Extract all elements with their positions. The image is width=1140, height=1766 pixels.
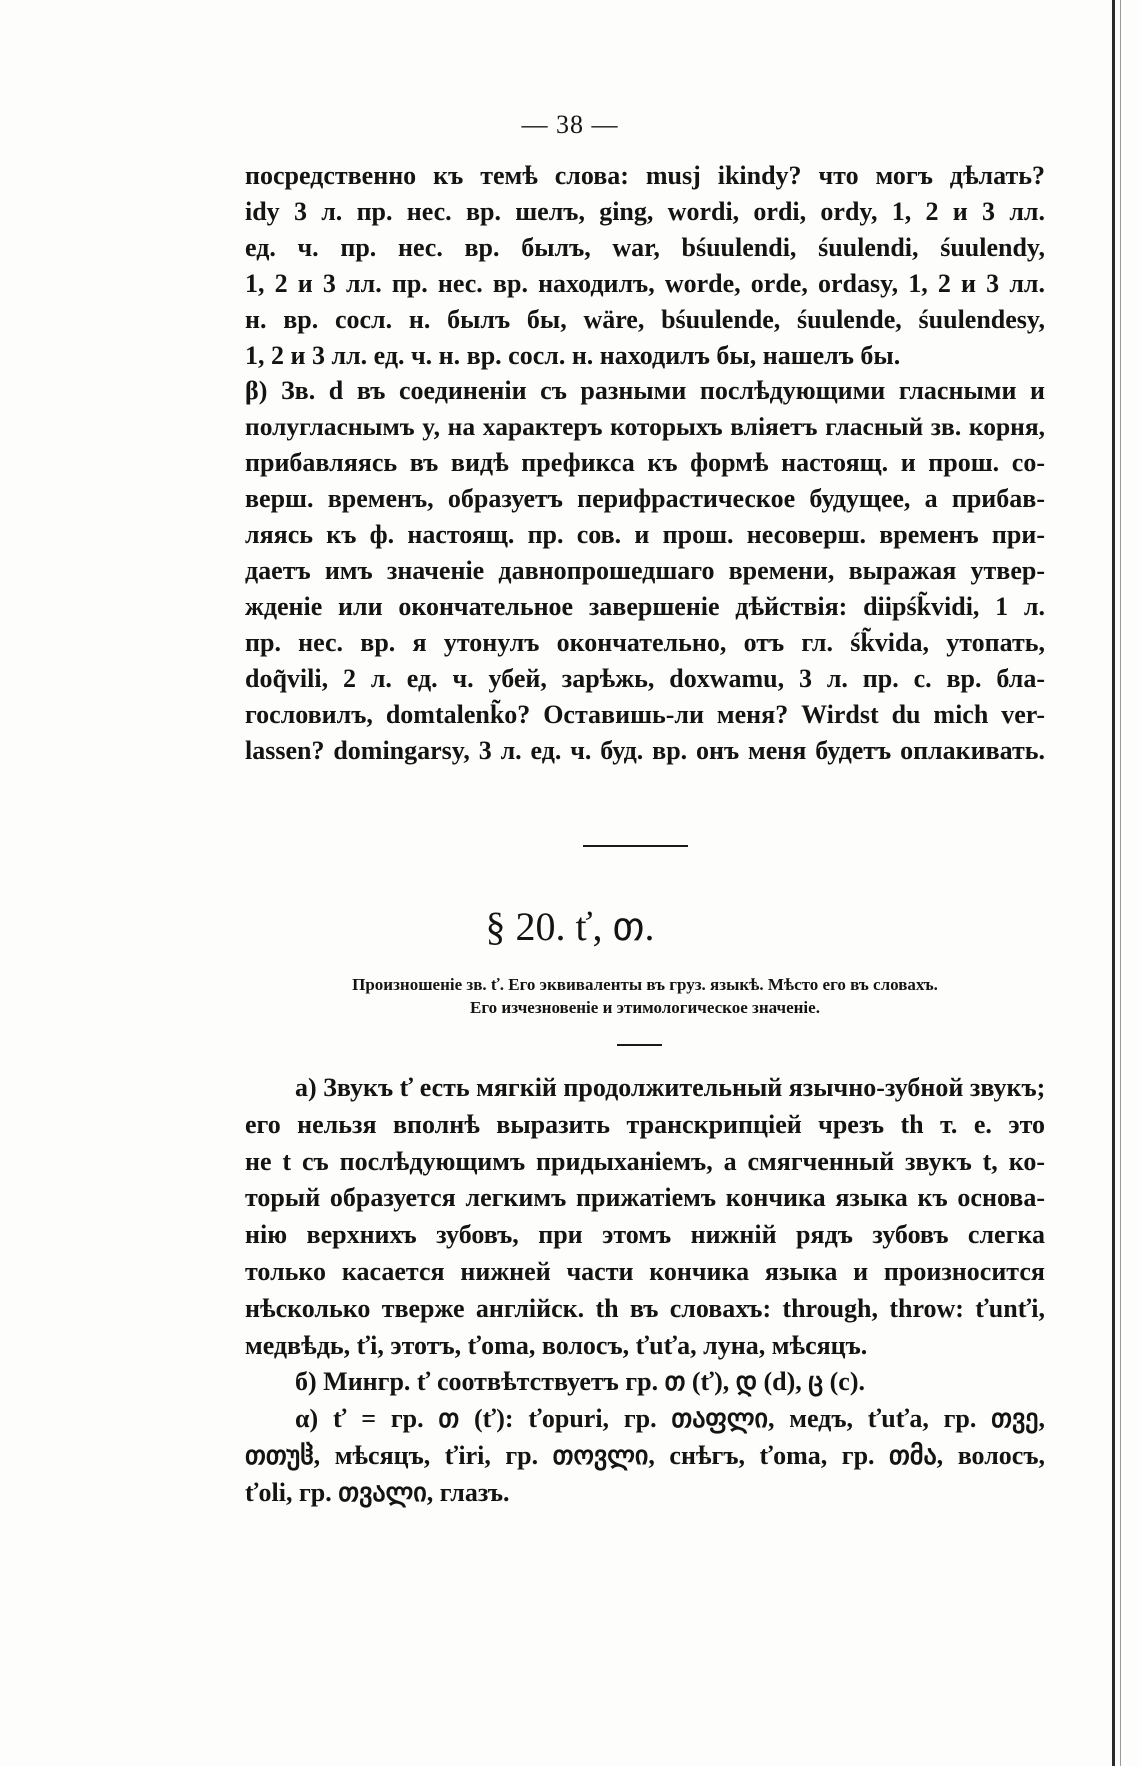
text-line: нѣсколько тверже англійск. th въ словахъ: through, throw: ťunťi, <box>245 1293 1045 1323</box>
text-line: не t съ послѣдующимъ придыханіемъ, а смягченный звукъ t, ко- <box>245 1146 1045 1176</box>
text-line: гословилъ, domtalenk̃o? Оставишь-ли меня? Wirdst du mich ver- <box>245 699 1045 729</box>
text-line: 1, 2 и 3 лл. ед. ч. н. вр. сосл. н. находилъ бы, нашелъ бы. <box>245 340 901 370</box>
text-line: даетъ имъ значеніе давнопрошедшаго времени, выражая утвер- <box>245 555 1045 585</box>
section-heading: § 20. ť, თ. <box>485 904 655 949</box>
text-line: пр. нес. вр. я утонулъ окончательно, отъ гл. śk̃vida, утопать, <box>245 627 1045 657</box>
short-separator-rule <box>617 1044 662 1046</box>
separator-rule <box>583 845 688 847</box>
text-line: а) Звукъ ť есть мягкій продолжительный язычно-зубной звукъ; <box>295 1073 1046 1102</box>
text-line: нію верхнихъ зубовъ, при этомъ нижній рядъ зубовъ слегка <box>245 1220 1045 1250</box>
text-line: ед. ч. пр. нес. вр. былъ, war, bśuulendi, śuulendi, śuulendy, <box>245 232 1045 262</box>
bottom-text-block <box>245 1070 1045 1512</box>
text-line: н. вр. сосл. н. былъ бы, wäre, bśuulende, śuulende, śuulendesy, <box>245 304 1045 334</box>
text-line: полугласнымъ y, на характеръ которыхъ вліяетъ гласный зв. корня, <box>245 412 1045 442</box>
text-line: idy 3 л. пр. нес. вр. шелъ, ging, wordi, ordi, ordy, 1, 2 и 3 лл. <box>245 196 1045 226</box>
text-line: α) ť = гр. თ (ť): ťopuri, гр. თაფლი, медъ, ťuťa, гр. თვე, <box>295 1404 1045 1434</box>
summary-line: Произношеніе зв. ť. Его эквиваленты въ груз. языкѣ. Мѣсто его въ словахъ. <box>352 975 938 994</box>
text-line: прибавляясь въ видѣ префикса къ формѣ настоящ. и прош. со- <box>245 448 1045 478</box>
text-line: верш. временъ, образуетъ перифрастическое будущее, а прибав- <box>245 484 1045 514</box>
text-line: его нельзя вполнѣ выразить транскрипціей чрезъ th т. е. это <box>245 1109 1045 1139</box>
text-line: торый образуется легкимъ прижатіемъ кончика языка къ основа- <box>245 1183 1045 1213</box>
text-line: посредственно къ темѣ слова: musj ikindy? что могъ дѣлать? <box>245 161 1045 190</box>
text-line: lassen? domingarsy, 3 л. ед. ч. буд. вр. онъ меня будетъ оплакивать. <box>245 735 1045 765</box>
text-line: ťoli, гр. თვალი, глазъ. <box>245 1477 510 1507</box>
summary-line: Его изчезновеніе и этимологическое значеніе. <box>470 998 820 1017</box>
section-summary <box>245 973 1045 1019</box>
text-line: doq̃vili, 2 л. ед. ч. убей, зарѣжь, doxwamu, 3 л. пр. с. вр. бла- <box>245 663 1045 693</box>
text-line: თთუჱ, мѣсяцъ, ťiri, гр. თოვლი, снѣгъ, ťoma, гр. თმა, волосъ, <box>245 1440 1045 1470</box>
text-line: жденіе или окончательное завершеніе дѣйствія: diipśk̃vidi, 1 л. <box>245 591 1045 621</box>
text-line: медвѣдь, ťi, этотъ, ťoma, волосъ, ťuťa, луна, мѣсяцъ. <box>245 1330 868 1360</box>
text-line: б) Мингр. ť соотвѣтствуетъ гр. თ (ť), დ (d), ც (c). <box>295 1367 866 1397</box>
text-line: β) Зв. d въ соединеніи съ разными послѣдующими гласными и <box>245 376 1045 406</box>
top-text-block <box>245 158 1045 768</box>
page-edge-line <box>1120 0 1121 1766</box>
text-line: ляясь къ ф. настоящ. пр. сов. и прош. несоверш. временъ при- <box>245 520 1045 550</box>
page-edge-shadow <box>1112 0 1115 1766</box>
text-line: только касается нижней части кончика языка и произносится <box>245 1256 1045 1286</box>
text-line: 1, 2 и 3 лл. пр. нес. вр. находилъ, worde, orde, ordasy, 1, 2 и 3 лл. <box>245 268 1045 298</box>
page-number: — 38 — <box>521 110 619 139</box>
